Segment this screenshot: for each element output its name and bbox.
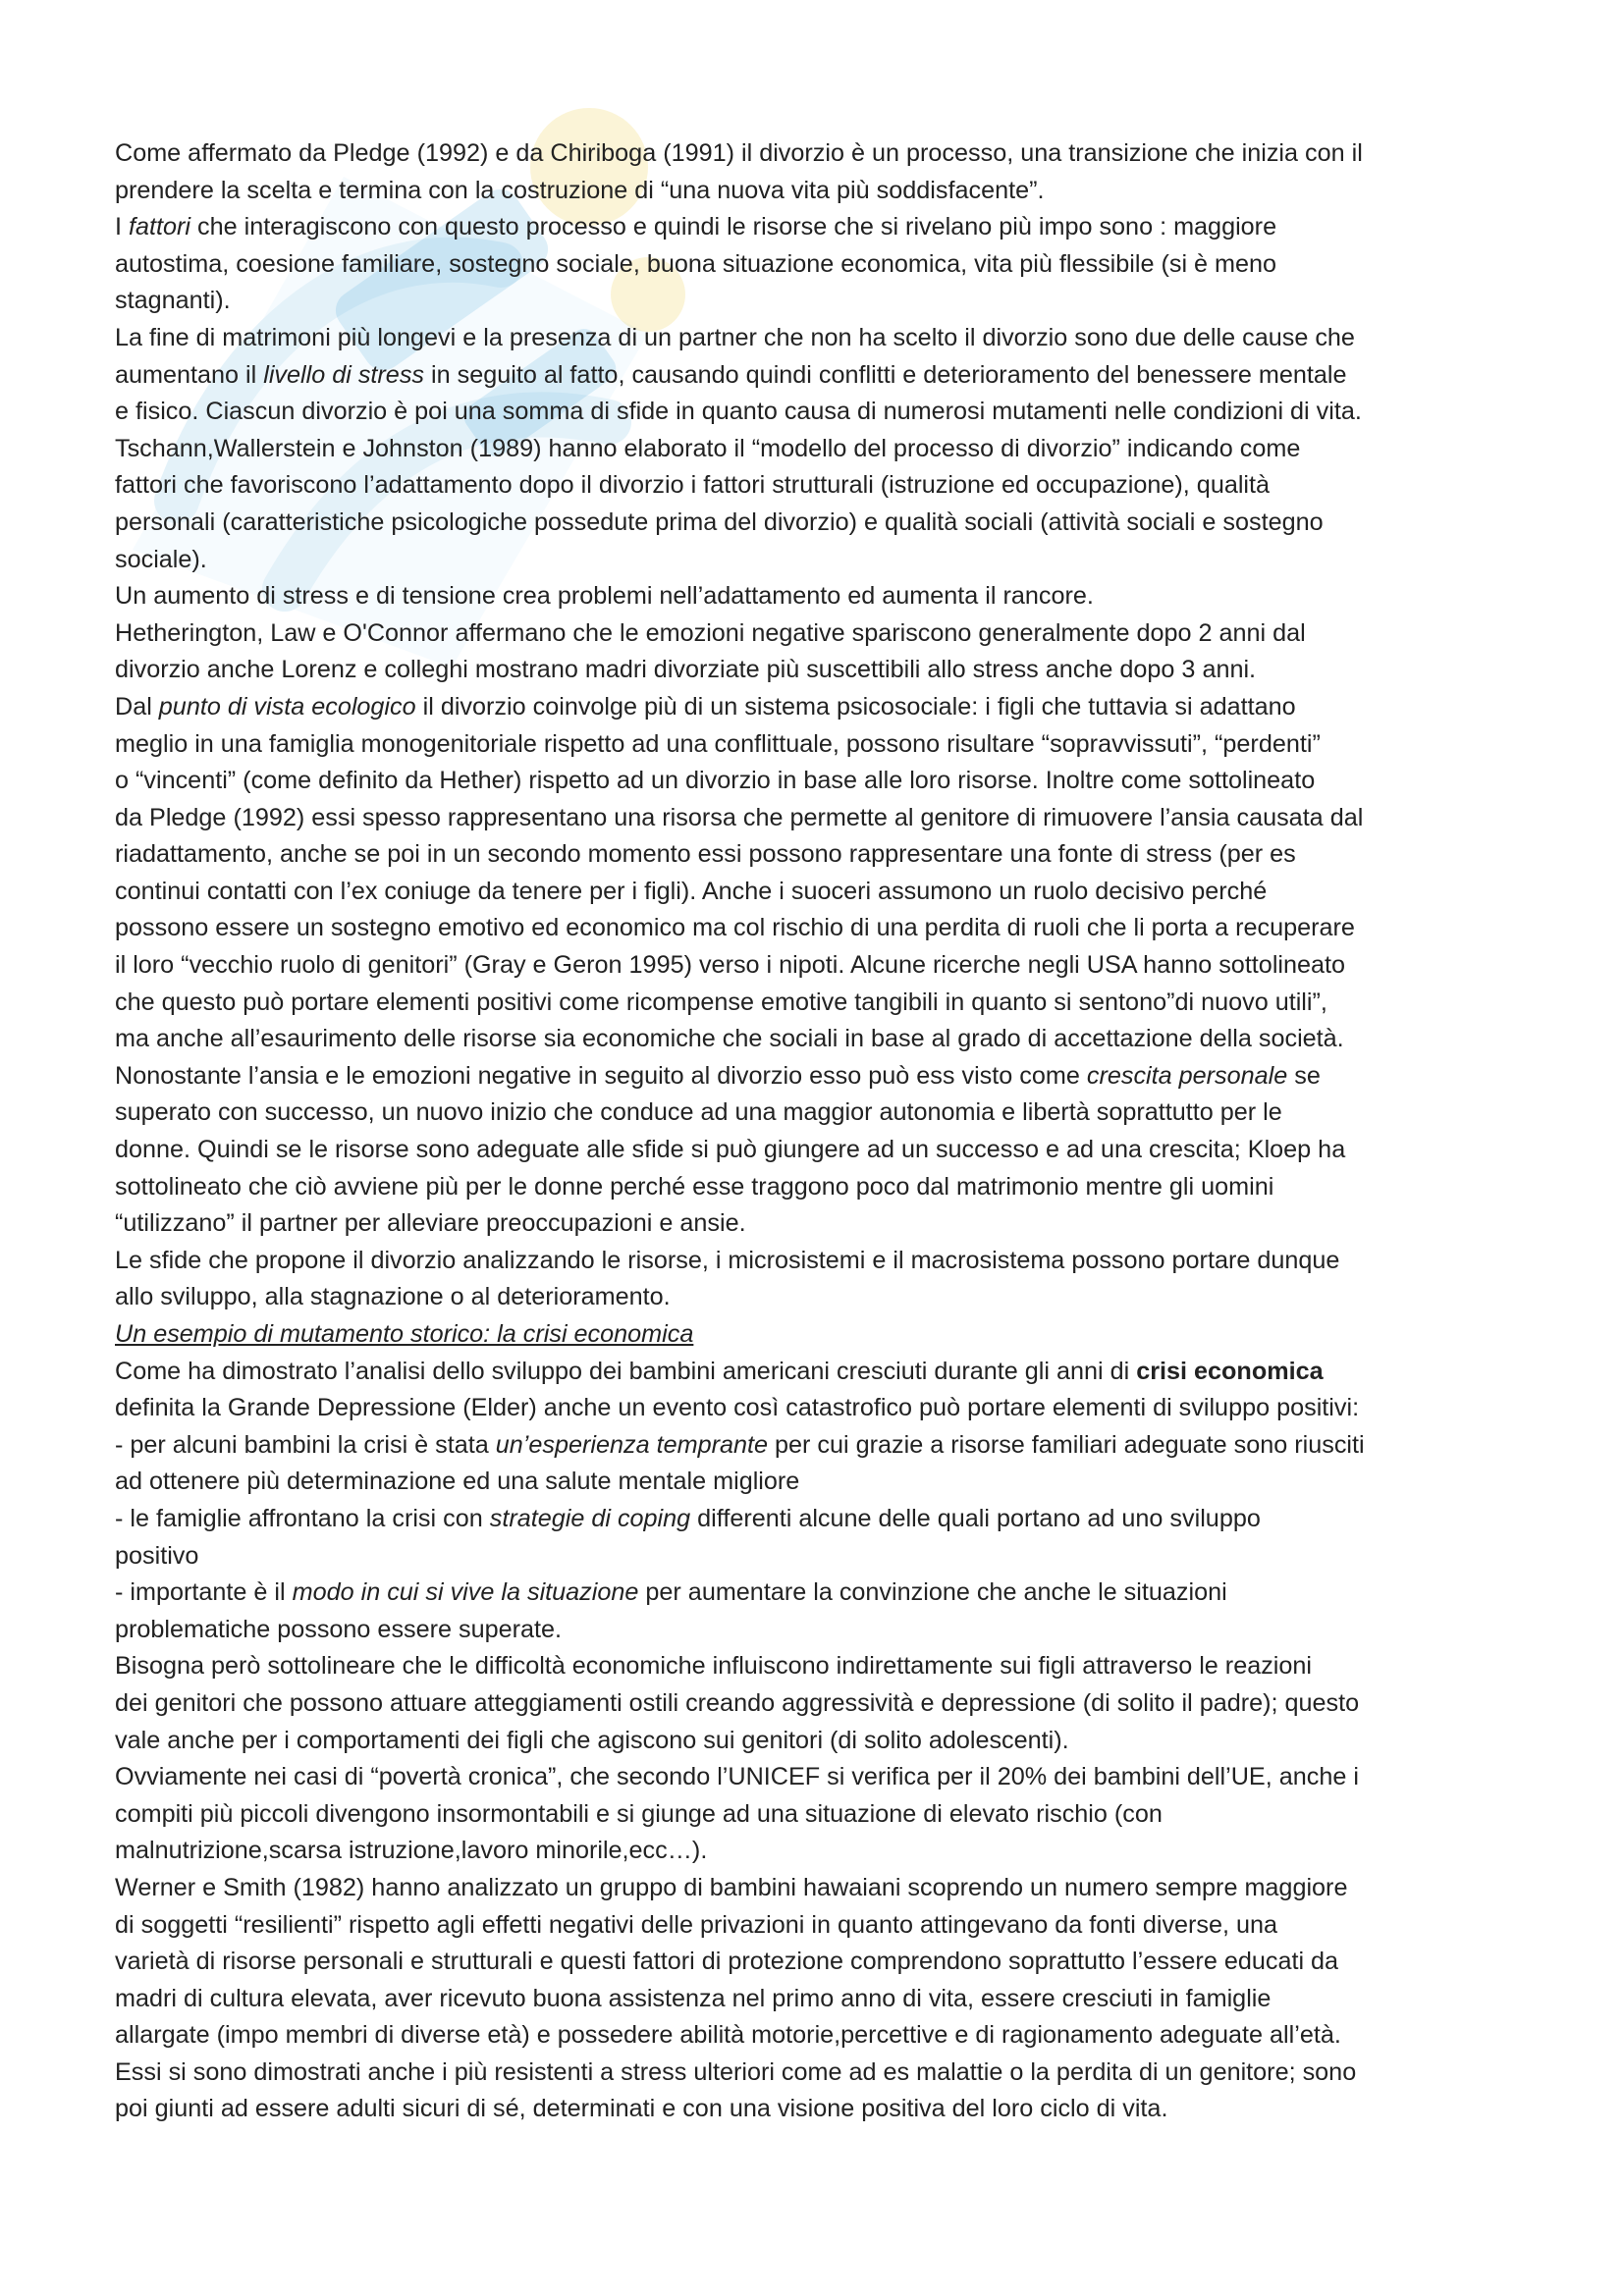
text-line [115, 1243, 1529, 1280]
text-run: ad ottenere più determinazione ed una salute mentale migliore [115, 1468, 800, 1496]
text-line [115, 947, 1529, 985]
paragraph [115, 431, 1529, 578]
text-line [115, 209, 1529, 246]
text-line [115, 1390, 1529, 1427]
text-run: Bisogna però sottolineare che le difficoltà economiche influiscono indirettamente sui figli attraverso le reazioni [115, 1652, 1313, 1681]
text-run: definita la Grande Depressione (Elder) anche un evento così catastrofico può portare elementi di sviluppo positivi: [115, 1394, 1360, 1422]
text-run: Come affermato da Pledge (1992) e da Chiriboga (1991) il divorzio è un processo, una transizione che inizia con il [115, 139, 1363, 167]
text-run: “utilizzano” il partner per alleviare preoccupazioni e ansie. [115, 1209, 746, 1238]
paragraph [115, 209, 1529, 320]
paragraph [115, 135, 1529, 209]
text-line [115, 652, 1529, 689]
text-line [115, 578, 1529, 615]
italic-text: un’esperienza temprante [495, 1430, 769, 1459]
text-run: personali (caratteristiche psicologiche possedute prima del divorzio) e qualità sociali (attività sociali e sostegno [115, 507, 1324, 536]
italic-text: fattori [129, 213, 190, 241]
text-run: La fine di matrimoni più longevi e la presenza di un partner che non ha scelto il divorzio sono due delle cause che [115, 323, 1355, 351]
text-run: madri di cultura elevata, aver ricevuto buona assistenza nel primo anno di vita, essere cresciuti in famiglie [115, 1984, 1272, 2012]
text-line [115, 874, 1529, 911]
text-run: Un aumento di stress e di tensione crea problemi nell’adattamento ed aumenta il rancore. [115, 582, 1094, 611]
text-run: possono essere un sostegno emotivo ed economico ma col rischio di una perdita di ruoli che li porta a recuperare [115, 914, 1355, 942]
text-line [115, 800, 1529, 837]
text-run: malnutrizione,scarsa istruzione,lavoro minorile,ecc…). [115, 1837, 708, 1865]
paragraph [115, 1759, 1529, 1870]
text-run: Essi si sono dimostrati anche i più resistenti a stress ulteriori come ad es malattie o la perdita di un genitore; sono [115, 2057, 1357, 2086]
document-body [115, 135, 1529, 2128]
text-run: - per alcuni bambini la crisi è stata [115, 1430, 496, 1459]
text-run: continui contatti con l’ex coniuge da tenere per i figli). Anche i suoceri assumono un ruolo decisivo perché [115, 877, 1268, 905]
text-line [115, 394, 1529, 431]
text-line [115, 1021, 1529, 1058]
italic-text: crescita personale [1086, 1061, 1288, 1090]
text-run: varietà di risorse personali e strutturali e questi fattori di protezione comprendono soprattutto l’essere educati da [115, 1948, 1339, 1976]
text-line [115, 1907, 1529, 1945]
italic-text: modo in cui si vive la situazione [292, 1578, 639, 1607]
italic-text: livello di stress [263, 360, 425, 389]
text-run: se [1287, 1061, 1321, 1090]
text-run: Ovviamente nei casi di “povertà cronica”, che secondo l’UNICEF si verifica per il 20% dei bambini dell’UE, anche i [115, 1763, 1359, 1791]
paragraph [115, 578, 1529, 615]
text-run: differenti alcune delle quali portano ad uno sviluppo [690, 1504, 1261, 1532]
text-line [115, 910, 1529, 947]
paragraph [115, 1648, 1529, 1759]
text-run: vale anche per i comportamenti dei figli che agiscono sui genitori (di solito adolescenti). [115, 1726, 1069, 1754]
italic-text: punto di vista ecologico [158, 692, 416, 721]
text-run: compiti più piccoli divengono insormontabili e si giunge ad una situazione di elevato rischio (con [115, 1799, 1163, 1828]
text-run: superato con successo, un nuovo inizio che conduce ad una maggior autonomia e libertà soprattutto per le [115, 1098, 1282, 1127]
text-run: in seguito al fatto, causando quindi conflitti e deterioramento del benessere mentale [424, 360, 1347, 389]
text-line [115, 357, 1529, 395]
text-run: Dal [115, 692, 159, 721]
text-run: il loro “vecchio ruolo di genitori” (Gray e Geron 1995) verso i nipoti. Alcune ricerche negli USA hanno sottolineato [115, 951, 1346, 980]
text-line [115, 2091, 1529, 2128]
text-run: allargate (impo membri di diverse età) e possedere abilità motorie,percettive e di ragionamento adeguate all’età. [115, 2021, 1341, 2050]
text-run: I [115, 213, 129, 241]
text-run: Werner e Smith (1982) hanno analizzato un gruppo di bambini hawaiani scoprendo un numero sempre maggiore [115, 1873, 1348, 1901]
text-line [115, 1132, 1529, 1169]
text-run: prendere la scelta e termina con la costruzione di “una nuova vita più soddisfacente”. [115, 176, 1045, 204]
paragraph [115, 1058, 1529, 1243]
bold-text: crisi economica [1136, 1357, 1324, 1385]
text-line [115, 1169, 1529, 1206]
paragraph [115, 1243, 1529, 1316]
text-line [115, 1685, 1529, 1723]
text-run: Come ha dimostrato l’analisi dello sviluppo dei bambini americani cresciuti durante gli anni di [115, 1357, 1137, 1385]
text-run: problematiche possono essere superate. [115, 1615, 563, 1643]
text-line [115, 1944, 1529, 1981]
text-run: - le famiglie affrontano la crisi con [115, 1504, 490, 1532]
paragraph [115, 689, 1529, 1058]
text-run: meglio in una famiglia monogenitoriale rispetto ad una conflittuale, possono risultare “sopravvissuti”, “perdenti” [115, 729, 1321, 758]
section-heading: Un esempio di mutamento storico: la crisi economica [115, 1320, 694, 1348]
text-run: divorzio anche Lorenz e colleghi mostrano madri divorziate più suscettibili allo stress anche dopo 3 anni. [115, 656, 1257, 684]
text-line [115, 763, 1529, 800]
text-line [115, 1612, 1529, 1649]
text-run: che interagiscono con questo processo e quindi le risorse che si rivelano più impo sono : maggiore [190, 213, 1277, 241]
text-line [115, 1796, 1529, 1834]
text-line [115, 467, 1529, 505]
text-run: di soggetti “resilienti” rispetto agli effetti negativi delle privazioni in quanto attingevano da fonti diverse, una [115, 1910, 1278, 1939]
text-line [115, 615, 1529, 653]
text-line [115, 836, 1529, 874]
text-line [115, 1870, 1529, 1907]
text-line [115, 726, 1529, 764]
text-run: Hetherington, Law e O'Connor affermano che le emozioni negative spariscono generalmente dopo 2 anni dal [115, 618, 1306, 647]
text-line [115, 1723, 1529, 1760]
text-run: Tschann,Wallerstein e Johnston (1989) hanno elaborato il “modello del processo di divorzio” indicando come [115, 434, 1301, 462]
text-run: allo sviluppo, alla stagnazione o al deterioramento. [115, 1283, 671, 1311]
text-run: Nonostante l’ansia e le emozioni negative in seguito al divorzio esso può ess visto come [115, 1061, 1087, 1090]
text-run: donne. Quindi se le risorse sono adeguate alle sfide si può giungere ad un successo e ad una crescita; Kloep ha [115, 1136, 1346, 1164]
text-line [115, 1427, 1529, 1465]
text-line [115, 320, 1529, 357]
text-run: per cui grazie a risorse familiari adeguate sono riusciti [768, 1430, 1365, 1459]
text-run: autostima, coesione familiare, sostegno sociale, buona situazione economica, vita più flessibile (si è meno [115, 249, 1277, 278]
text-line [115, 505, 1529, 542]
text-run: sociale). [115, 545, 207, 573]
text-run: poi giunti ad essere adulti sicuri di sé, determinati e con una visione positiva del loro ciclo di vita. [115, 2095, 1168, 2123]
text-run: positivo [115, 1541, 199, 1570]
text-line [115, 1316, 1529, 1354]
text-line [115, 1058, 1529, 1095]
text-line [115, 135, 1529, 173]
text-line [115, 431, 1529, 468]
text-run: per aumentare la convinzione che anche le situazioni [638, 1578, 1227, 1607]
text-run: dei genitori che possono attuare atteggiamenti ostili creando aggressività e depressione (di solito il padre); questo [115, 1688, 1360, 1717]
text-run: e fisico. Ciascun divorzio è poi una somma di sfide in quanto causa di numerosi mutamenti nelle condizioni di vita. [115, 398, 1362, 426]
text-run: - importante è il [115, 1578, 293, 1607]
text-line [115, 1575, 1529, 1612]
text-line [115, 1464, 1529, 1501]
text-run: sottolineato che ciò avviene più per le donne perché esse traggono poco dal matrimonio mentre gli uomini [115, 1172, 1274, 1201]
text-line [115, 1648, 1529, 1685]
text-run: che questo può portare elementi positivi come ricompense emotive tangibili in quanto si sentono”di nuovo utili”, [115, 988, 1327, 1016]
text-line [115, 173, 1529, 210]
text-run: Le sfide che propone il divorzio analizzando le risorse, i microsistemi e il macrosistema possono portare dunque [115, 1246, 1340, 1274]
text-line [115, 985, 1529, 1022]
text-line [115, 1759, 1529, 1796]
text-line [115, 1501, 1529, 1538]
text-line [115, 2055, 1529, 2092]
text-run: fattori che favoriscono l’adattamento dopo il divorzio i fattori strutturali (istruzione ed occupazione), qualità [115, 471, 1271, 500]
text-run: da Pledge (1992) essi spesso rappresentano una risorsa che permette al genitore di rimuovere l’ansia causata dal [115, 803, 1364, 831]
text-line [115, 1095, 1529, 1132]
text-line [115, 1279, 1529, 1316]
paragraph [115, 1354, 1529, 1649]
paragraph [115, 1316, 1529, 1354]
text-run: il divorzio coinvolge più di un sistema psicosociale: i figli che tuttavia si adattano [415, 692, 1296, 721]
text-run: stagnanti). [115, 287, 231, 315]
paragraph [115, 615, 1529, 689]
text-line [115, 689, 1529, 726]
text-line [115, 1205, 1529, 1243]
text-run: aumentano il [115, 360, 264, 389]
italic-text: strategie di coping [489, 1504, 691, 1532]
text-line [115, 246, 1529, 284]
text-run: ma anche all’esaurimento delle risorse sia economiche che sociali in base al grado di accettazione della società. [115, 1025, 1344, 1053]
text-line [115, 542, 1529, 579]
text-line [115, 283, 1529, 320]
text-line [115, 2017, 1529, 2055]
text-line [115, 1981, 1529, 2018]
text-run: riadattamento, anche se poi in un secondo momento essi possono rappresentare una fonte di stress (per es [115, 840, 1296, 869]
paragraph [115, 320, 1529, 431]
text-line [115, 1538, 1529, 1575]
text-line [115, 1354, 1529, 1391]
text-line [115, 1833, 1529, 1870]
paragraph [115, 1870, 1529, 2128]
text-run: o “vincenti” (come definito da Hether) rispetto ad un divorzio in base alle loro risorse. Inoltre come sottolineato [115, 767, 1316, 795]
